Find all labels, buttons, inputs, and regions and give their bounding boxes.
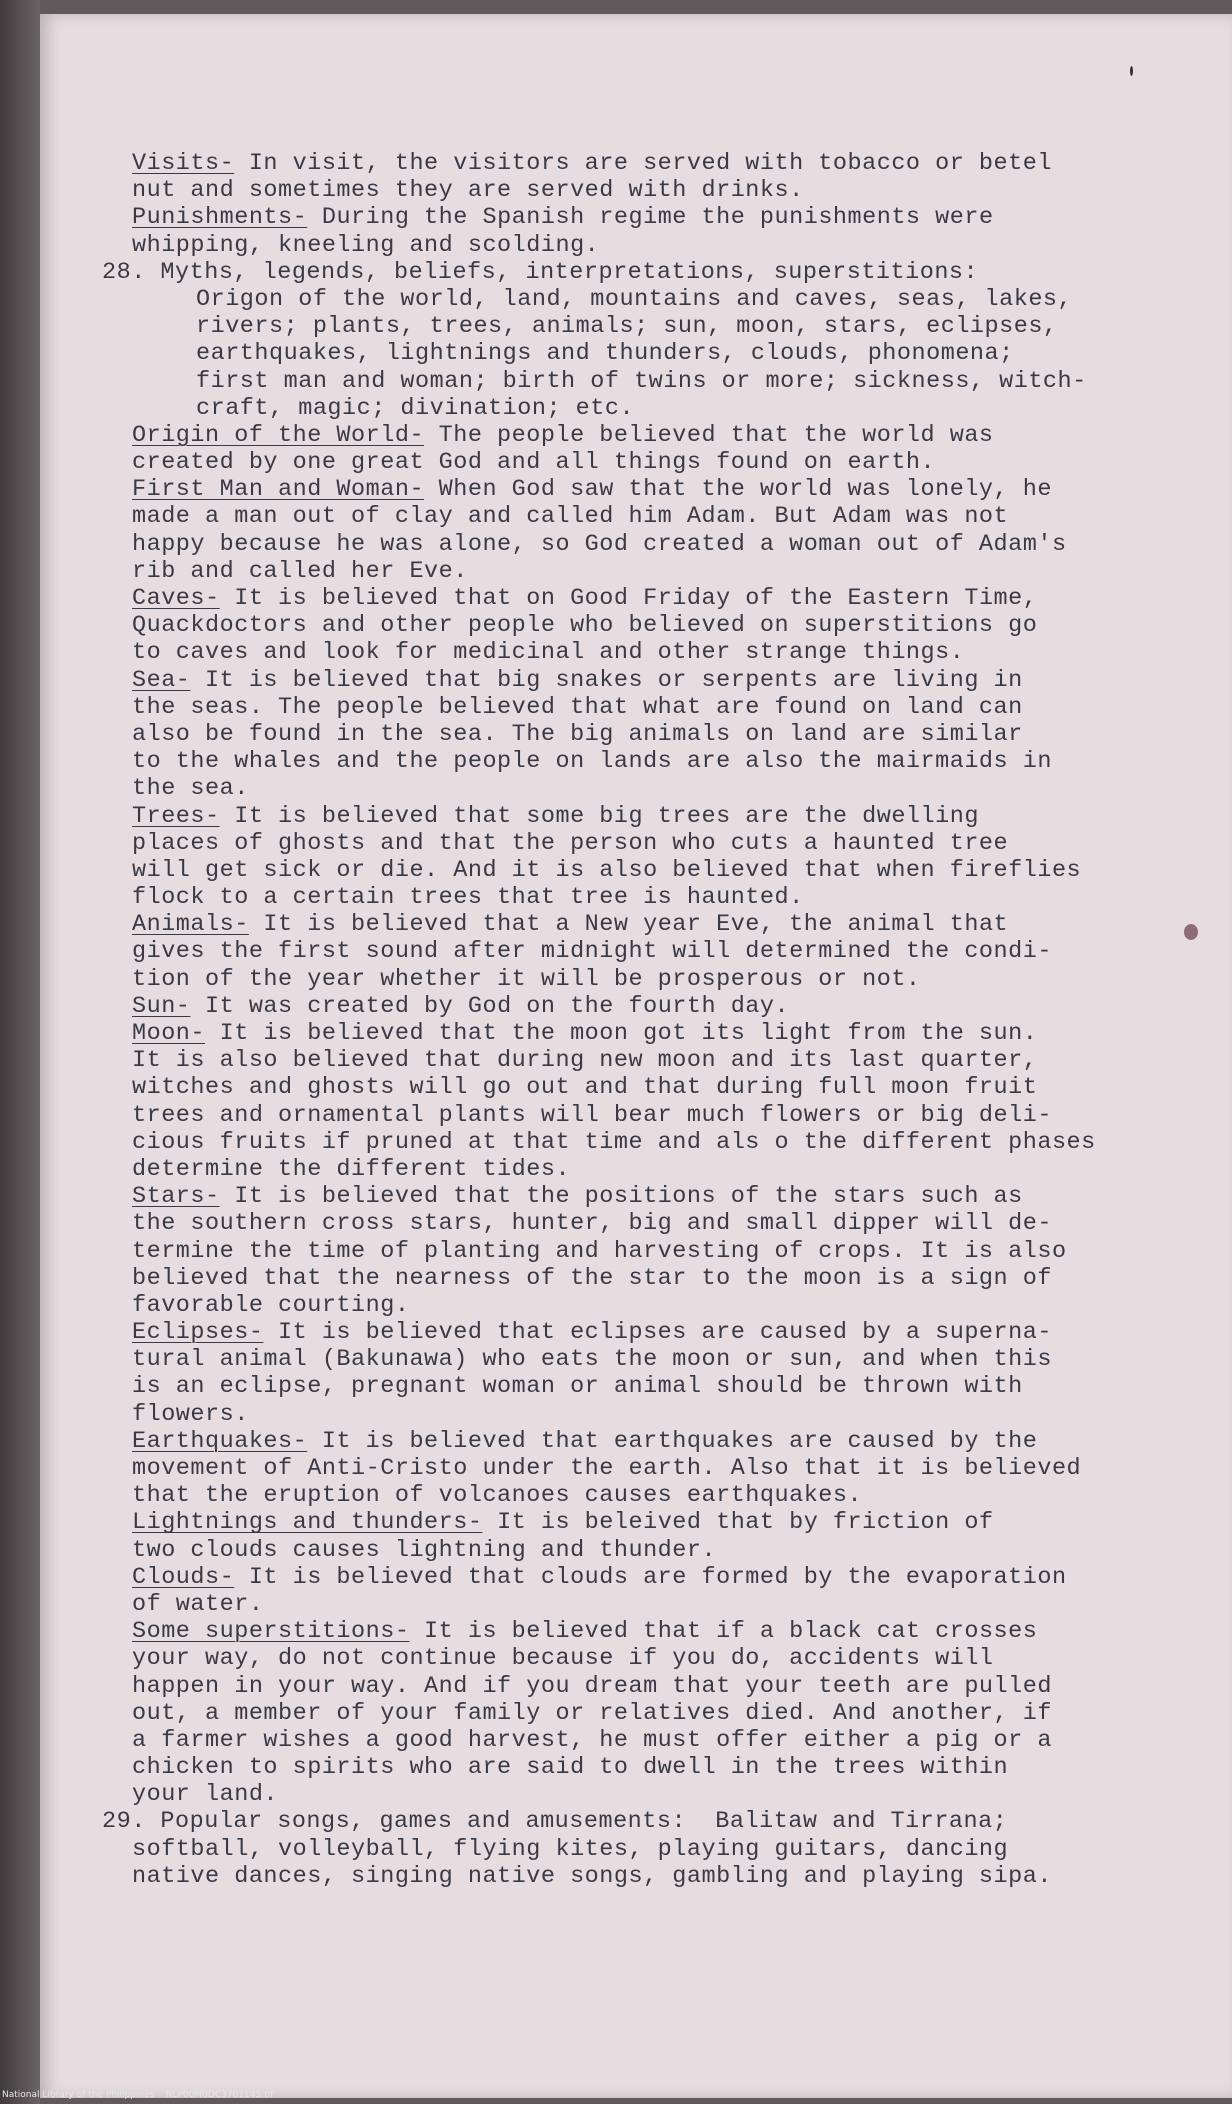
text-line	[132, 748, 1192, 775]
text-line	[132, 639, 1192, 666]
text-line	[132, 1836, 1192, 1863]
text-line	[132, 667, 1192, 694]
text-line	[132, 1346, 1192, 1373]
text-line	[132, 966, 1192, 993]
text-line	[132, 1781, 1192, 1808]
text-line	[132, 612, 1192, 639]
line-text: places of ghosts and that the person who cuts a haunted tree	[132, 829, 1009, 857]
ink-spot	[1130, 66, 1133, 76]
text-line	[132, 1265, 1192, 1292]
text-line	[132, 1700, 1192, 1727]
text-line	[132, 1727, 1192, 1754]
line-text: favorable courting.	[132, 1291, 410, 1319]
line-text: It is believed that big snakes or serpents are living in	[190, 666, 1023, 694]
numbered-item-line	[102, 259, 1192, 286]
text-line	[132, 830, 1192, 857]
line-text: to the whales and the people on lands are also the mairmaids in	[132, 748, 1052, 776]
line-text: cious fruits if pruned at that time and als o the different phases	[132, 1128, 1096, 1156]
line-text: made a man out of clay and called him Adam. But Adam was not	[132, 503, 1009, 531]
text-line	[132, 694, 1192, 721]
line-text: 28. Myths, legends, beliefs, interpretations, superstitions:	[102, 258, 979, 286]
line-text: rib and called her Eve.	[132, 557, 468, 585]
line-text: first man and woman; birth of twins or more; sickness, witch-	[196, 367, 1087, 395]
line-text: It is believed that the positions of the stars such as	[219, 1183, 1023, 1211]
line-text: termine the time of planting and harvesting of crops. It is also	[132, 1237, 1067, 1265]
line-text: a farmer wishes a good harvest, he must offer either a pig or a	[132, 1726, 1052, 1754]
text-line	[132, 1156, 1192, 1183]
text-line	[132, 503, 1192, 530]
line-text: whipping, kneeling and scolding.	[132, 231, 600, 259]
page-left-edge	[0, 0, 40, 2104]
line-text: It is beleived that by friction of	[482, 1509, 994, 1537]
text-line	[196, 340, 1192, 367]
text-line	[132, 721, 1192, 748]
section-heading: Origin of the World-	[132, 421, 425, 449]
numbered-item-line	[102, 1808, 1192, 1835]
section-heading: Animals-	[132, 911, 249, 939]
text-line	[132, 1074, 1192, 1101]
line-text: believed that the nearness of the star to the moon is a sign of	[132, 1264, 1052, 1292]
line-text: your way, do not continue because if you do, accidents will	[132, 1645, 994, 1673]
line-text: It is believed that some big trees are the dwelling	[219, 802, 979, 830]
text-line	[132, 1564, 1192, 1591]
text-line	[132, 1428, 1192, 1455]
section-heading: First Man and Woman-	[132, 476, 425, 504]
line-text: movement of Anti-Cristo under the earth. Also that it is believed	[132, 1455, 1082, 1482]
text-line	[196, 368, 1192, 395]
line-text: also be found in the sea. The big animals on land are similar	[132, 720, 1023, 748]
line-text: happy because he was alone, so God created a woman out of Adam's	[132, 530, 1067, 558]
text-line	[132, 1102, 1192, 1129]
line-text: tural animal (Bakunawa) who eats the moon or sun, and when this	[132, 1346, 1052, 1374]
text-line	[132, 1292, 1192, 1319]
line-text: happen in your way. And if you dream that your teeth are pulled	[132, 1672, 1052, 1700]
line-text: It is also believed that during new moon and its last quarter,	[132, 1047, 1038, 1075]
line-text: It is believed that the moon got its light from the sun.	[205, 1020, 1038, 1047]
section-heading: Sun-	[132, 992, 191, 1020]
line-text: During the Spanish regime the punishments were	[307, 204, 994, 232]
line-text: flowers.	[132, 1400, 249, 1428]
text-line	[132, 449, 1192, 476]
text-line	[132, 1509, 1192, 1536]
section-heading: Moon-	[132, 1020, 206, 1047]
text-line	[132, 476, 1192, 503]
line-text: Origon of the world, land, mountains and caves, seas, lakes,	[196, 285, 1073, 313]
text-line	[132, 803, 1192, 830]
line-text: nut and sometimes they are served with drinks.	[132, 177, 804, 205]
line-text: 29. Popular songs, games and amusements: Balitaw and Tirrana;	[102, 1808, 1008, 1836]
text-line	[132, 1482, 1192, 1509]
archive-footer: National Library of the Philippines NLP00M0DC3701145.tif	[2, 2090, 274, 2100]
line-text: It is believed that a New year Eve, the animal that	[248, 911, 1009, 939]
text-line	[132, 150, 1192, 177]
text-line	[132, 857, 1192, 884]
text-line	[132, 232, 1192, 259]
line-text: The people believed that the world was	[424, 421, 994, 449]
text-line	[132, 1238, 1192, 1265]
section-heading: Stars-	[132, 1183, 220, 1211]
line-text: native dances, singing native songs, gambling and playing sipa.	[132, 1862, 1052, 1890]
text-line	[132, 775, 1192, 802]
text-line	[196, 286, 1192, 313]
line-text: rivers; plants, trees, animals; sun, moon, stars, eclipses,	[196, 313, 1058, 341]
text-line	[132, 558, 1192, 585]
line-text: earthquakes, lightnings and thunders, clouds, phonomena;	[196, 340, 1014, 368]
text-line	[132, 1455, 1192, 1482]
text-line	[132, 585, 1192, 612]
section-heading: Sea-	[132, 666, 191, 694]
text-line	[196, 313, 1192, 340]
line-text: chicken to spirits who are said to dwell in the trees within	[132, 1754, 1009, 1782]
line-text: the southern cross stars, hunter, big and small dipper will de-	[132, 1210, 1052, 1238]
section-heading: Clouds-	[132, 1563, 235, 1591]
text-line	[132, 1591, 1192, 1618]
text-line	[132, 1129, 1192, 1156]
line-text: It is believed that if a black cat crosses	[409, 1618, 1038, 1646]
line-text: will get sick or die. And it is also believed that when fireflies	[132, 856, 1082, 884]
line-text: of water.	[132, 1590, 264, 1618]
text-line	[132, 1401, 1192, 1428]
line-text: tion of the year whether it will be prosperous or not.	[132, 965, 921, 993]
section-heading: Visits-	[132, 150, 235, 177]
section-heading: Some superstitions-	[132, 1618, 410, 1646]
section-heading: Trees-	[132, 802, 220, 830]
document-text	[102, 150, 1192, 1890]
line-text: softball, volleyball, flying kites, playing guitars, dancing	[132, 1835, 1009, 1863]
text-line	[132, 1047, 1192, 1074]
text-line	[196, 395, 1192, 422]
line-text: your land.	[132, 1781, 279, 1809]
text-line	[132, 1373, 1192, 1400]
line-text: In visit, the visitors are served with tobacco or betel	[234, 150, 1052, 177]
text-line	[132, 1645, 1192, 1672]
section-heading: Eclipses-	[132, 1319, 264, 1347]
section-heading: Lightnings and thunders-	[132, 1509, 483, 1537]
text-line	[132, 1210, 1192, 1237]
line-text: two clouds causes lightning and thunder.	[132, 1536, 717, 1564]
line-text: When God saw that the world was lonely, he	[424, 476, 1052, 504]
line-text: to caves and look for medicinal and other strange things.	[132, 639, 965, 667]
line-text: It is believed that on Good Friday of the Eastern Time,	[219, 585, 1038, 612]
text-line	[132, 1618, 1192, 1645]
line-text: the seas. The people believed that what are found on land can	[132, 693, 1023, 721]
text-line	[132, 1319, 1192, 1346]
text-line	[132, 422, 1192, 449]
line-text: It is believed that clouds are formed by the evaporation	[234, 1563, 1067, 1591]
text-line	[132, 1863, 1192, 1890]
text-line	[132, 1537, 1192, 1564]
line-text: gives the first sound after midnight will determined the condi-	[132, 938, 1052, 966]
line-text: is an eclipse, pregnant woman or animal should be thrown with	[132, 1373, 1023, 1401]
line-text: the sea.	[132, 775, 249, 803]
line-text: It was created by God on the fourth day.	[190, 992, 790, 1020]
text-line	[132, 938, 1192, 965]
line-text: that the eruption of volcanoes causes earthquakes.	[132, 1482, 863, 1510]
text-line	[132, 911, 1192, 938]
section-heading: Caves-	[132, 585, 220, 612]
line-text: craft, magic; divination; etc.	[196, 394, 635, 422]
line-text: It is believed that eclipses are caused by a superna-	[263, 1319, 1052, 1347]
line-text: out, a member of your family or relatives died. And another, if	[132, 1699, 1052, 1727]
line-text: It is believed that earthquakes are caused by the	[307, 1427, 1038, 1455]
line-text: created by one great God and all things found on earth.	[132, 449, 936, 477]
text-line	[132, 1754, 1192, 1781]
text-line	[132, 884, 1192, 911]
line-text: witches and ghosts will go out and that during full moon fruit	[132, 1074, 1038, 1102]
text-line	[132, 177, 1192, 204]
text-line	[132, 204, 1192, 231]
text-line	[132, 1020, 1192, 1047]
text-line	[132, 1183, 1192, 1210]
text-line	[132, 531, 1192, 558]
line-text: determine the different tides.	[132, 1155, 571, 1183]
text-line	[132, 993, 1192, 1020]
line-text: trees and ornamental plants will bear much flowers or big deli-	[132, 1101, 1052, 1129]
line-text: Quackdoctors and other people who believed on superstitions go	[132, 612, 1038, 640]
line-text: flock to a certain trees that tree is haunted.	[132, 884, 804, 912]
section-heading: Punishments-	[132, 204, 308, 232]
text-line	[132, 1673, 1192, 1700]
section-heading: Earthquakes-	[132, 1427, 308, 1455]
